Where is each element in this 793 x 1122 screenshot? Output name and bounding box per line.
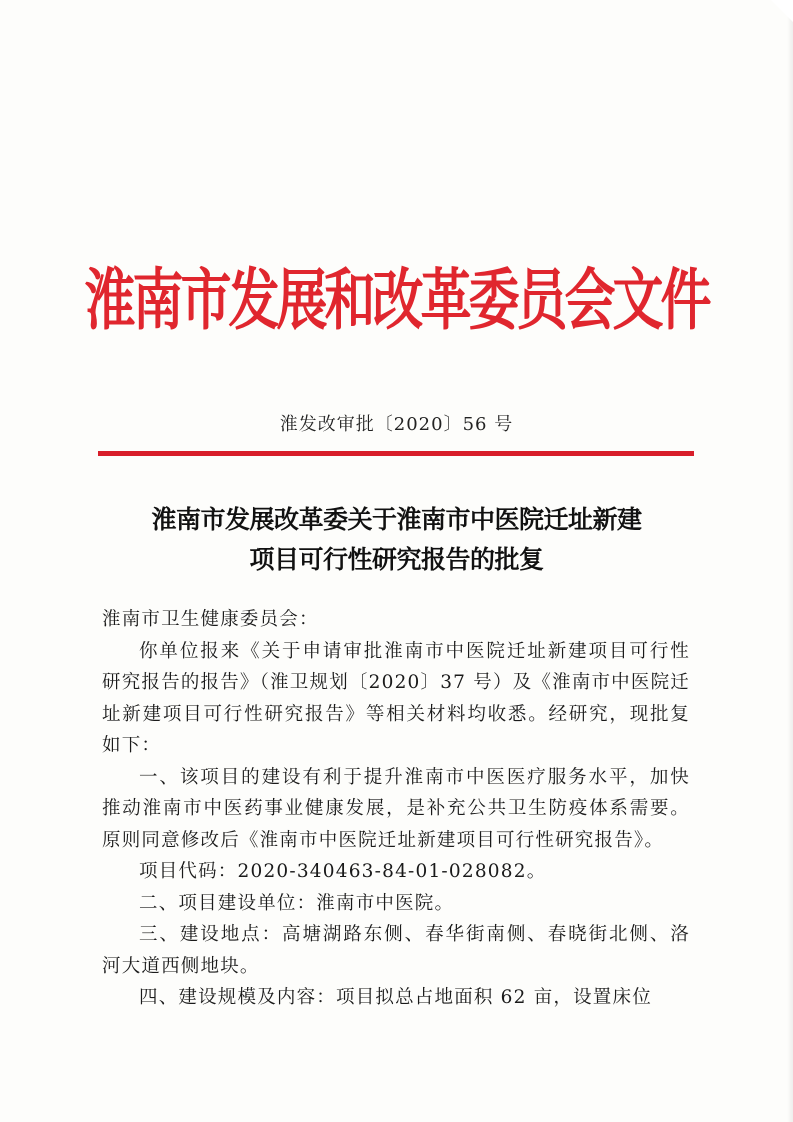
body-paragraph: 项目代码：2020-340463-84-01-028082。 <box>139 861 547 882</box>
body-paragraph: 四、建设规模及内容：项目拟总占地面积 62 亩，设置床位 <box>139 987 652 1008</box>
document-title <box>70 500 723 580</box>
addressee: 淮南市卫生健康委员会： <box>102 609 319 630</box>
body-paragraph: 二、项目建设单位：淮南市中医院。 <box>139 892 455 914</box>
document-number: 淮发改审批〔2020〕56 号 <box>279 414 514 435</box>
body-paragraph: 你单位报来《关于申请审批淮南市中医院迁址新建项目可行性研究报告的报告》（淮卫规划〔2020〕37 号）及《淮南市中医院迁址新建项目可行性研究报告》等相关材料均收悉。经研究，现批复如下： <box>102 640 690 756</box>
body-paragraph: 一、该项目的建设有利于提升淮南市中医医疗服务水平，加快推动淮南市中医药事业健康发展，是补充公共卫生防疫体系需要。原则同意修改后《淮南市中医院迁址新建项目可行性研究报告》。 <box>102 766 690 851</box>
document-title-line-1: 淮南市发展改革委关于淮南市中医院迁址新建 <box>151 505 642 534</box>
page-corner <box>771 0 793 22</box>
red-separator-line <box>98 451 694 456</box>
page-edge-shadow <box>787 0 793 1122</box>
document-title-line-2: 项目可行性研究报告的批复 <box>249 545 544 574</box>
document-body <box>102 604 690 1014</box>
organ-header-title: 淮南市发展和改革委员会文件 <box>84 263 709 340</box>
body-paragraph: 三、建设地点：高塘湖路东侧、春华街南侧、春晓街北侧、洛河大道西侧地块。 <box>102 924 690 977</box>
